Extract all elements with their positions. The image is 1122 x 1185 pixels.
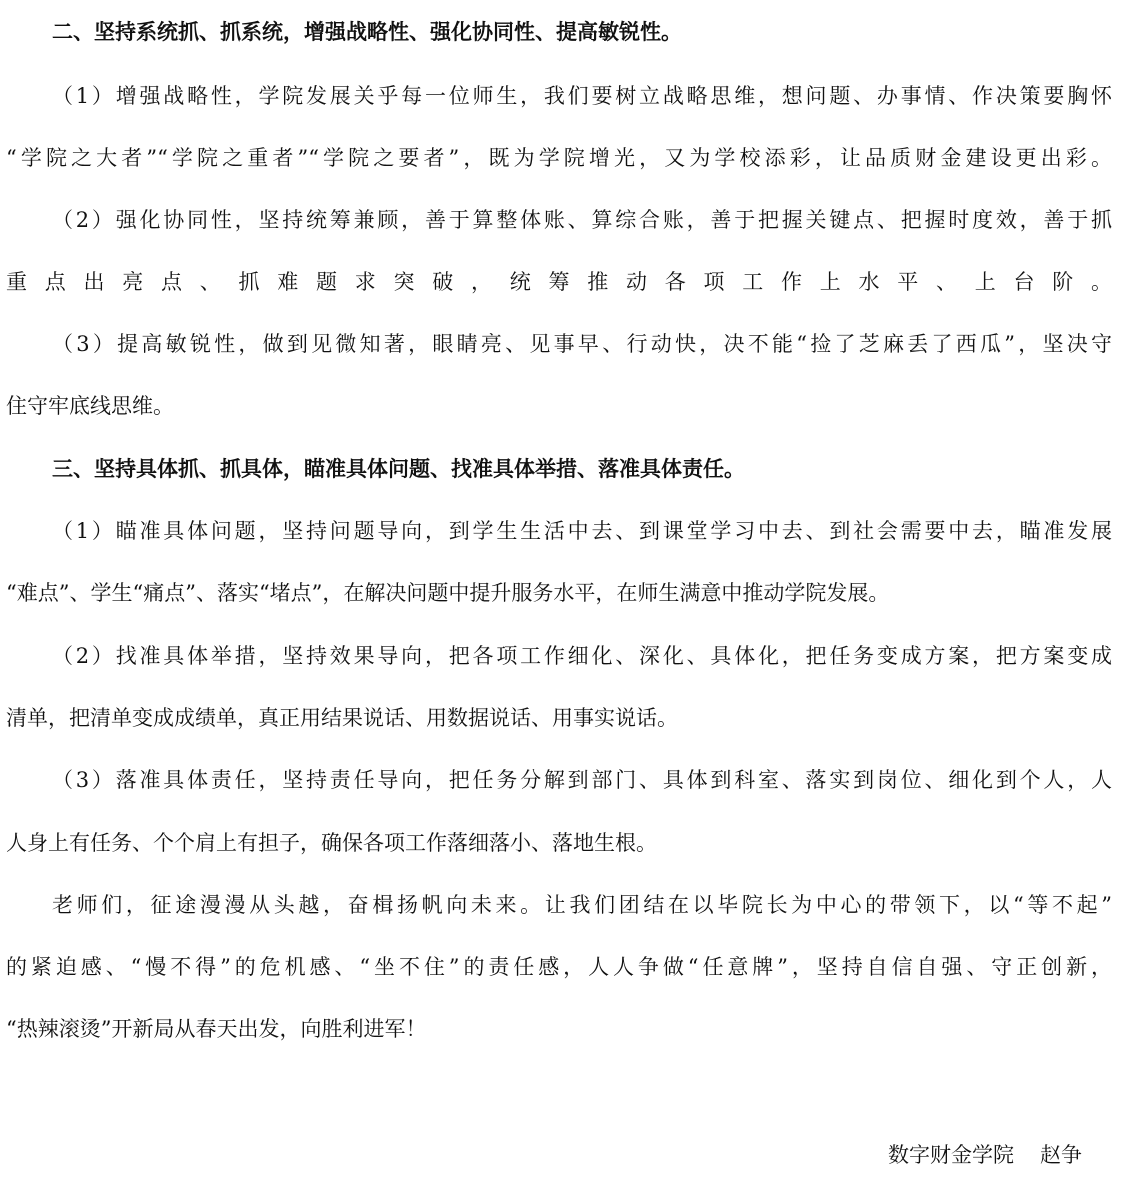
paragraph-2-2-line-1: （2）强化协同性，坚持统筹兼顾，善于算整体账、算综合账，善于把握关键点、把握时度效，善于抓	[52, 208, 1112, 232]
paragraph-2-3-line-1: （3）提高敏锐性，做到见微知著，眼睛亮、见事早、行动快，决不能“捡了芝麻丢了西瓜”，坚决守	[52, 332, 1112, 356]
signature-author: 赵争	[1040, 1143, 1082, 1167]
paragraph-2-2-line-2: 重点出亮点、抓难题求突破，统筹推动各项工作上水平、上台阶。	[6, 270, 1112, 294]
signature	[888, 1140, 1082, 1170]
paragraph-3-1-line-2: “难点”、学生“痛点”、落实“堵点”，在解决问题中提升服务水平，在师生满意中推动学院发展。	[6, 581, 890, 605]
section-heading-3: 三、坚持具体抓、抓具体，瞄准具体问题、找准具体举措、落准具体责任。	[52, 456, 745, 481]
paragraph-2-1-line-2: “学院之大者”“学院之重者”“学院之要者”，既为学院增光，又为学校添彩，让品质财金建设更出彩。	[6, 146, 1112, 170]
paragraph-2-3-line-2: 住守牢底线思维。	[6, 394, 174, 418]
paragraph-3-1-line-1: （1）瞄准具体问题，坚持问题导向，到学生生活中去、到课堂学习中去、到社会需要中去，瞄准发展	[52, 519, 1112, 543]
paragraph-2-1-line-1: （1）增强战略性，学院发展关乎每一位师生，我们要树立战略思维，想问题、办事情、作决策要胸怀	[52, 84, 1112, 108]
paragraph-3-2-line-2: 清单，把清单变成成绩单，真正用结果说话、用数据说话、用事实说话。	[6, 706, 678, 730]
closing-line-3: “热辣滚烫”开新局从春天出发，向胜利进军！	[6, 1017, 427, 1041]
closing-line-1: 老师们，征途漫漫从头越，奋楫扬帆向未来。让我们团结在以毕院长为中心的带领下，以“等不起”	[52, 893, 1112, 917]
paragraph-3-2-line-1: （2）找准具体举措，坚持效果导向，把各项工作细化、深化、具体化，把任务变成方案，把方案变成	[52, 644, 1112, 668]
signature-organization: 数字财金学院	[888, 1143, 1014, 1167]
closing-line-2: 的紧迫感、“慢不得”的危机感、“坐不住”的责任感，人人争做“任意牌”，坚持自信自强、守正创新，	[6, 955, 1112, 979]
section-heading-2: 二、坚持系统抓、抓系统，增强战略性、强化协同性、提高敏锐性。	[52, 19, 682, 44]
paragraph-3-3-line-2: 人身上有任务、个个肩上有担子，确保各项工作落细落小、落地生根。	[6, 831, 657, 855]
paragraph-3-3-line-1: （3）落准具体责任，坚持责任导向，把任务分解到部门、具体到科室、落实到岗位、细化到个人，人	[52, 768, 1112, 792]
